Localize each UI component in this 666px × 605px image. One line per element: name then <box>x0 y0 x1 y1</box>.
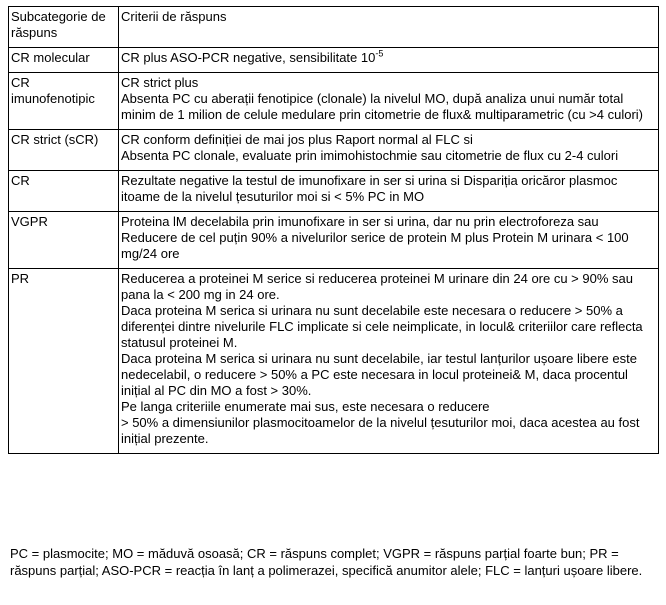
table-row <box>9 171 659 212</box>
criteria-line: Pe langa criteriile enumerate mai sus, este necesara o reducere <box>121 399 490 414</box>
table-row <box>9 212 659 269</box>
response-criteria-table <box>8 6 659 454</box>
criteria-line: CR strict plus <box>121 75 199 90</box>
table-footnote: PC = plasmocite; MO = măduvă osoasă; CR = răspuns complet; VGPR = răspuns parțial foarte bun; PR = răspuns parțial; ASO-PCR = reacția în lanț a polimerazei, specifică anumitor alele; FLC = lanțuri ușoare libere. <box>10 546 643 578</box>
row-criteria <box>119 130 659 171</box>
row-criteria <box>119 269 659 454</box>
criteria-line: Absenta PC clonale, evaluate prin imimohistochmie sau citometrie de flux cu 2-4 culori <box>121 148 619 163</box>
criteria-line: Proteina lM decelabila prin imunofixare in ser si urina, dar nu prin electroforeza sau Reducere de cel puțin 90% a nivelurilor serice de protein M plus Protein M urinara < 100 mg/24 ore <box>121 214 629 261</box>
header-subcategory: Subcategorie de răspuns <box>9 7 119 48</box>
row-category: CR molecular <box>9 48 119 73</box>
criteria-line: Daca proteina M serica si urinara nu sunt decelabile este necesara o reducere > 50% a diferenței dintre nivelurile FLC implicate si cele neimplicate, in locul& criteriilor care reflecta statusul proteinei M. <box>121 303 643 350</box>
table-row <box>9 269 659 454</box>
row-category: VGPR <box>9 212 119 269</box>
row-category: CR <box>9 171 119 212</box>
table-header-row <box>9 7 659 48</box>
criteria-line: CR conform definiției de mai jos plus Raport normal al FLC si <box>121 132 473 147</box>
header-criteria: Criterii de răspuns <box>119 7 659 48</box>
criteria-exponent: -5 <box>375 48 384 59</box>
criteria-line: Daca proteina M serica si urinara nu sunt decelabile, iar testul lanțurilor ușoare libere este nedecelabil, o reducere > 50% a PC este necesara in locul proteinei& M, daca procentul inițial al PC din MO a fost > 30%. <box>121 351 637 398</box>
row-criteria <box>119 212 659 269</box>
criteria-line: > 50% a dimensiunilor plasmocitoamelor de la nivelul țesuturilor moi, daca acestea au fost inițial prezente. <box>121 415 640 446</box>
table-row <box>9 73 659 130</box>
row-criteria <box>119 73 659 130</box>
row-category: CR strict (sCR) <box>9 130 119 171</box>
row-criteria <box>119 171 659 212</box>
criteria-text: CR plus ASO-PCR negative, sensibilitate 10 <box>121 50 376 65</box>
row-category: CR imunofenotipic <box>9 73 119 130</box>
table-row <box>9 48 659 73</box>
row-category: PR <box>9 269 119 454</box>
criteria-line: Absenta PC cu aberații fenotipice (clonale) la nivelul MO, după analiza unui număr total minim de 1 milion de celule medulare prin citometrie de flux& multiparametric (cu >4 culori) <box>121 91 644 122</box>
criteria-line: Rezultate negative la testul de imunofixare in ser si urina si Dispariția oricăror plasmoc itoame de la nivelul țesuturilor moi si < 5% PC in MO <box>121 173 618 204</box>
row-criteria <box>119 48 659 73</box>
criteria-line: Reducerea a proteinei M serice si reducerea proteinei M urinare din 24 ore cu > 90% sau pana la < 200 mg in 24 ore. <box>121 271 633 302</box>
table-row <box>9 130 659 171</box>
